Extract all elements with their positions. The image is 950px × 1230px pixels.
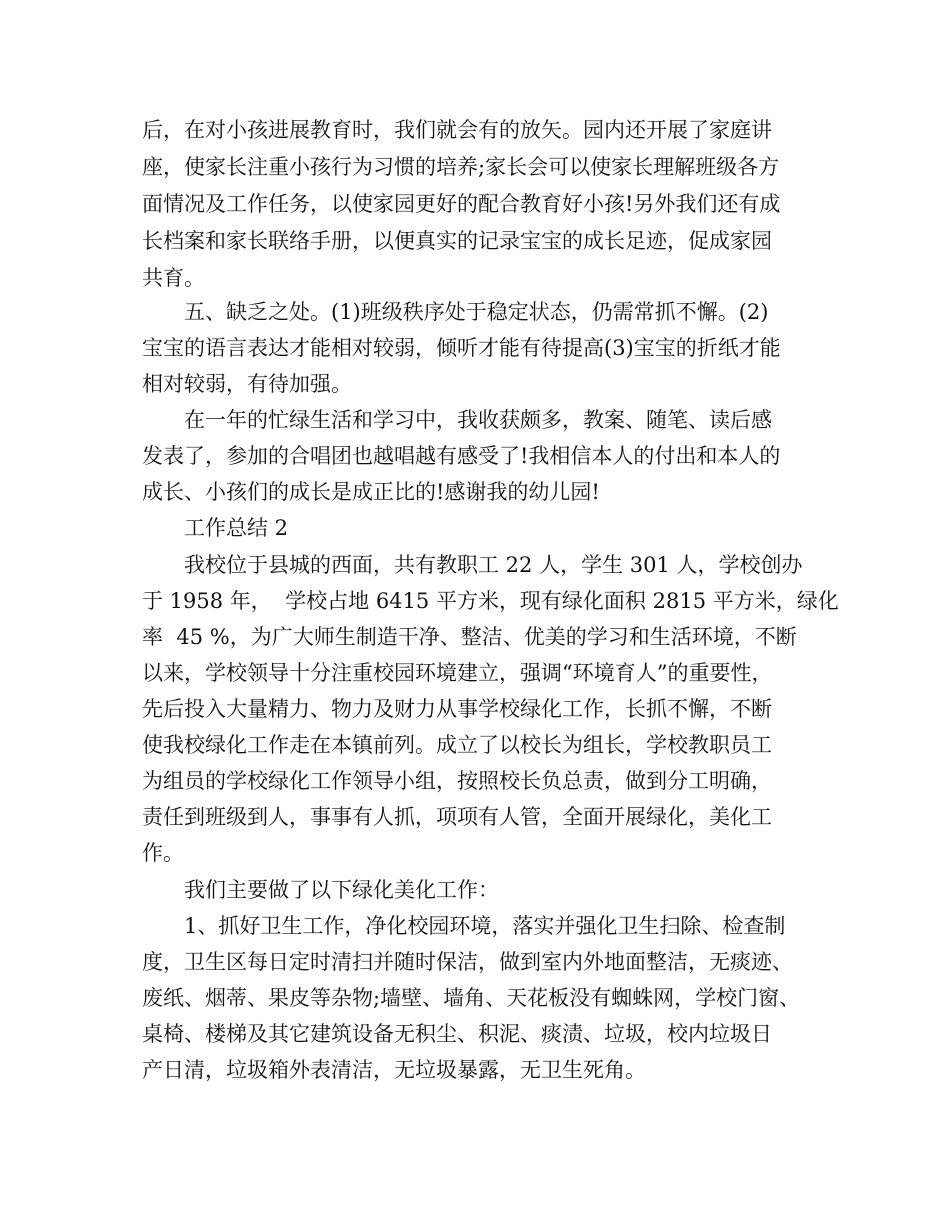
text-line: 桌椅、楼梯及其它建筑设备无积尘、积泥、痰渍、垃圾，校内垃圾日 xyxy=(142,1022,772,1046)
text-line: 我校位于县城的西面，共有教职工 22 人，学生 301 人，学校创办 xyxy=(184,553,803,577)
text-line: 五、缺乏之处。(1)班级秩序处于稳定状态，仍需常抓不懈。(2) xyxy=(184,300,769,324)
text-line: 在一年的忙绿生活和学习中，我收获颇多，教案、随笔、读后感 xyxy=(184,408,772,432)
text-line: 长档案和家长联络手册，以便真实的记录宝宝的成长足迹，促成家园 xyxy=(142,229,772,253)
text-line: 责任到班级到人，事事有人抓，项项有人管，全面开展绿化，美化工 xyxy=(142,805,772,829)
text-line: 座，使家长注重小孩行为习惯的培养;家长会可以使家长理解班级各方 xyxy=(142,155,780,179)
text-line: 于 1958 年， 学校占地 6415 平方米，现有绿化面积 2815 平方米，绿化 xyxy=(142,589,839,613)
text-line: 后，在对小孩进展教育时，我们就会有的放矢。园内还开展了家庭讲 xyxy=(142,118,772,142)
text-line: 发表了，参加的合唱团也越唱越有感受了!我相信本人的付出和本人的 xyxy=(142,444,781,468)
text-line: 以来，学校领导十分注重校园环境建立，强调“环境育人”的重要性， xyxy=(142,661,773,685)
text-line: 使我校绿化工作走在本镇前列。成立了以校长为组长，学校教职员工 xyxy=(142,733,772,757)
text-line: 成长、小孩们的成长是成正比的!感谢我的幼儿园! xyxy=(142,480,600,504)
text-line: 作。 xyxy=(142,841,184,865)
text-line: 共育。 xyxy=(142,266,205,290)
text-line: 率 45 %，为广大师生制造干净、整洁、优美的学习和生活环境，不断 xyxy=(142,625,797,649)
text-line: 为组员的学校绿化工作领导小组，按照校长负总责，做到分工明确， xyxy=(142,769,772,793)
section-heading: 工作总结 2 xyxy=(184,516,289,540)
text-line: 先后投入大量精力、物力及财力从事学校绿化工作，长抓不懈，不断 xyxy=(142,697,772,721)
text-line: 1、抓好卫生工作，净化校园环境，落实并强化卫生扫除、检查制 xyxy=(184,914,786,938)
text-line: 度，卫生区每日定时清扫并随时保洁，做到室内外地面整洁，无痰迹、 xyxy=(142,950,793,974)
text-line: 我们主要做了以下绿化美化工作： xyxy=(184,878,499,902)
text-line: 废纸、烟蒂、果皮等杂物;墙壁、墙角、天花板没有蜘蛛网，学校门窗、 xyxy=(142,986,801,1010)
text-line: 面情况及工作任务，以使家园更好的配合教育好小孩!另外我们还有成 xyxy=(142,192,781,216)
text-line: 产日清，垃圾箱外表清洁，无垃圾暴露，无卫生死角。 xyxy=(142,1058,646,1082)
text-line: 宝宝的语言表达才能相对较弱，倾听才能有待提高(3)宝宝的折纸才能 xyxy=(142,336,781,360)
text-line: 相对较弱，有待加强。 xyxy=(142,372,352,396)
